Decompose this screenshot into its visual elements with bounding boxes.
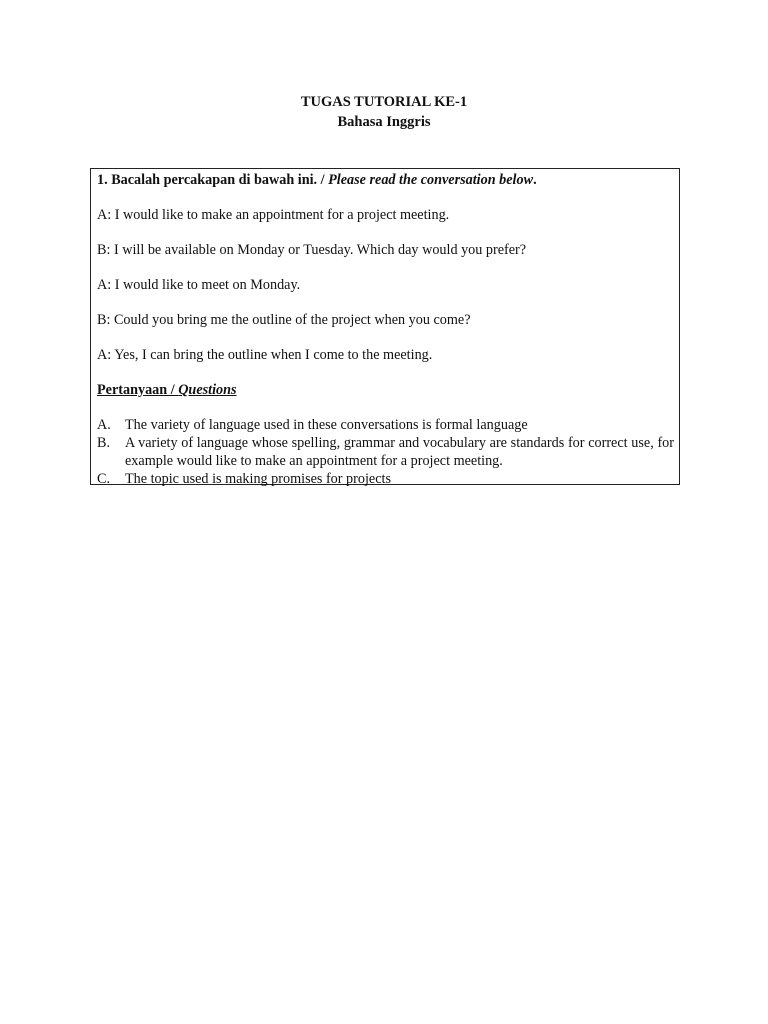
task-heading-period: .	[533, 172, 537, 188]
option-text: A variety of language whose spelling, grammar and vocabulary are standards for correct use, for example would like to make an appointment for a project meeting.	[125, 435, 674, 469]
option-a	[97, 416, 674, 434]
answer-options	[97, 416, 674, 488]
page-title: TUGAS TUTORIAL KE-1	[300, 94, 468, 110]
option-text: The variety of language used in these conversations is formal language	[125, 417, 528, 433]
option-letter: A.	[97, 417, 111, 433]
conversation-line-5: A: Yes, I can bring the outline when I come to the meeting.	[97, 347, 433, 363]
conversation-line-2: B: I will be available on Monday or Tuesday. Which day would you prefer?	[97, 242, 527, 258]
option-letter: C.	[97, 471, 111, 487]
option-b	[97, 434, 674, 470]
conversation-line-1: A: I would like to make an appointment for a project meeting.	[97, 207, 450, 223]
task-heading-english: Please read the conversation below	[328, 172, 534, 188]
conversation-line-3: A: I would like to meet on Monday.	[97, 277, 301, 293]
task-box	[90, 168, 680, 485]
page-subtitle: Bahasa Inggris	[337, 114, 431, 130]
task-heading-indonesian: 1. Bacalah percakapan di bawah ini. /	[97, 172, 329, 188]
option-letter: B.	[97, 435, 111, 451]
task-heading	[97, 171, 674, 189]
option-c	[97, 470, 674, 488]
questions-heading-indonesian: Pertanyaan /	[97, 382, 179, 398]
questions-heading	[97, 381, 674, 399]
option-text: The topic used is making promises for projects	[125, 471, 391, 487]
questions-heading-english: Questions	[178, 382, 237, 398]
conversation-line-4: B: Could you bring me the outline of the project when you come?	[97, 312, 471, 328]
